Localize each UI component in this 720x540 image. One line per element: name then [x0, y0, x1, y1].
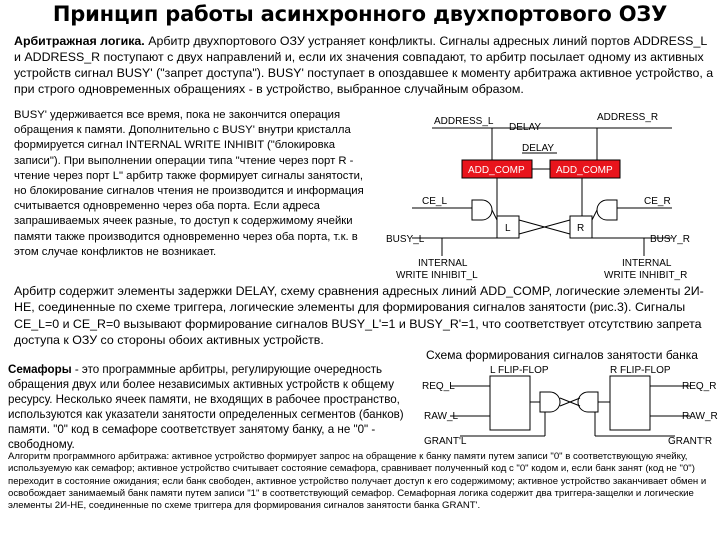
internal-r-label-1: INTERNAL	[622, 258, 672, 269]
l-flip-flop-label: L FLIP-FLOP	[490, 365, 549, 376]
arbiter-paragraph: Арбитр содержит элементы задержки DELAY, схему сравнения адресных линий ADD_COMP, логические элементы 2И-НЕ, соединенные по схеме триггера, логические элементы для формирования сигналов занятости (рис.3). Сигналы CE_L=0 и CE_R=0 вызывают формирование сигналов BUSY_L'=1 и BUSY_R'=1, что соответствует отсутствию запрета доступа к ОЗУ со стороны обоих активных устройств.	[14, 284, 704, 347]
address-l-label: ADDRESS_L	[434, 116, 494, 127]
arbitration-lead: Арбитражная логика.	[14, 34, 145, 48]
delay-small-label: DELAY	[522, 143, 555, 154]
grant-r-label: GRANT'R	[668, 436, 713, 447]
busy-l-gate	[472, 200, 492, 220]
page-title: Принцип работы асинхронного двухпортового ОЗУ	[52, 2, 668, 26]
grant-l-gate	[540, 392, 560, 412]
address-r-label: ADDRESS_R	[597, 112, 659, 123]
semaphore-diagram	[420, 364, 718, 448]
gate-r-label: R	[577, 223, 585, 234]
l-flip-flop-block	[490, 376, 530, 430]
add-comp-left-label: ADD_COMP	[468, 165, 525, 176]
r-flip-flop-label: R FLIP-FLOP	[610, 365, 671, 376]
req-r-label: REQ_R	[682, 381, 717, 392]
raw-l-label: RAW_L	[424, 411, 459, 422]
gate-l-label: L	[505, 223, 511, 234]
ce-l-label: CE_L	[422, 196, 448, 207]
algorithm-paragraph: Алгоритм программного арбитража: активное устройство формирует запрос на обращение к банку памяти путем записи "0" в соответствующую ячейку, используемую как семафор; активное устройство считывает состояние семафора, сравнивает полученный код с "0" кодом и, если банк занят (код не "0") переходит в состояние ожидания; если банк свободен, активное устройство получает доступ к его содержимому; активное устройство заканчивает обмен и освобождает занимаемый банк памяти путем записи "1" в соответствующий семафор. Семафорная логика содержит два триггера-защелки и логические элементы 2И-НЕ, соединенные по схеме триггера для формирования сигналов занятости банка GRANT'.	[8, 451, 707, 512]
grant-l-label: GRANT'L	[424, 436, 467, 447]
delay-label: DELAY	[509, 122, 542, 133]
semaphore-lead: Семафоры	[8, 363, 72, 376]
req-l-label: REQ_L	[422, 381, 455, 392]
arbitration-paragraph	[14, 33, 714, 97]
add-comp-right-label: ADD_COMP	[556, 165, 613, 176]
diagram2-caption: Схема формирования сигналов занятости банка	[426, 348, 698, 362]
raw-r-label: RAW_R	[682, 411, 718, 422]
r-flip-flop-block	[610, 376, 650, 430]
busy-r-label: BUSY_R	[650, 234, 691, 245]
busy-l-label: BUSY_L	[386, 234, 425, 245]
semaphore-text: - это программные арбитры, регулирующие очередность обращения двух или более независимых активных устройств к общему ресурсу. Несколько ячеек памяти, не входящих в рабочее пространство, используются как указатели занятости определенных сегментов (банков) памяти. "0" код в семафоре соответствует занятому банку, а не "0" - свободному.	[8, 363, 404, 451]
internal-l-label-2: WRITE INHIBIT_L	[396, 270, 478, 281]
semaphore-paragraph	[8, 362, 418, 452]
internal-l-label-1: INTERNAL	[418, 258, 468, 269]
arbitration-text: Арбитр двухпортового ОЗУ устраняет конфликты. Сигналы адресных линий портов ADDRESS_L и ADDRESS_R поступают с двух направлений и, если их значения совпадают, то арбитр посылает одному из активных устройств сигнал BUSY' ("запрет доступа"). BUSY' поступает в опоздавшее к моменту арбитража активное устройство, а при строго одновременных обращениях - в устройство, выбранное случайным образом.	[14, 34, 714, 96]
busy-paragraph: BUSY' удерживается все время, пока не закончится операция обращения к памяти. Дополнительно с BUSY' внутри кристалла формируется сигнал INTERNAL WRITE INHIBIT ("блокировка записи"). При выполнении операции типа "чтение через порт R - чтение через порт L" арбитр также формирует сигналы занятости, но блокирование сигналов чтения не производится и информация считывается одновременно через оба порта. Если адреса запрашиваемых ячеек разные, то доступ к содержимому ячейки памяти также производится одновременно через оба порта, т.к. в этом случае конфликтов не возникает.	[14, 109, 364, 258]
busy-r-gate	[597, 200, 617, 220]
arbiter-diagram	[382, 108, 718, 283]
internal-r-label-2: WRITE INHIBIT_R	[604, 270, 688, 281]
grant-r-gate	[578, 392, 598, 412]
ce-r-label: CE_R	[644, 196, 671, 207]
